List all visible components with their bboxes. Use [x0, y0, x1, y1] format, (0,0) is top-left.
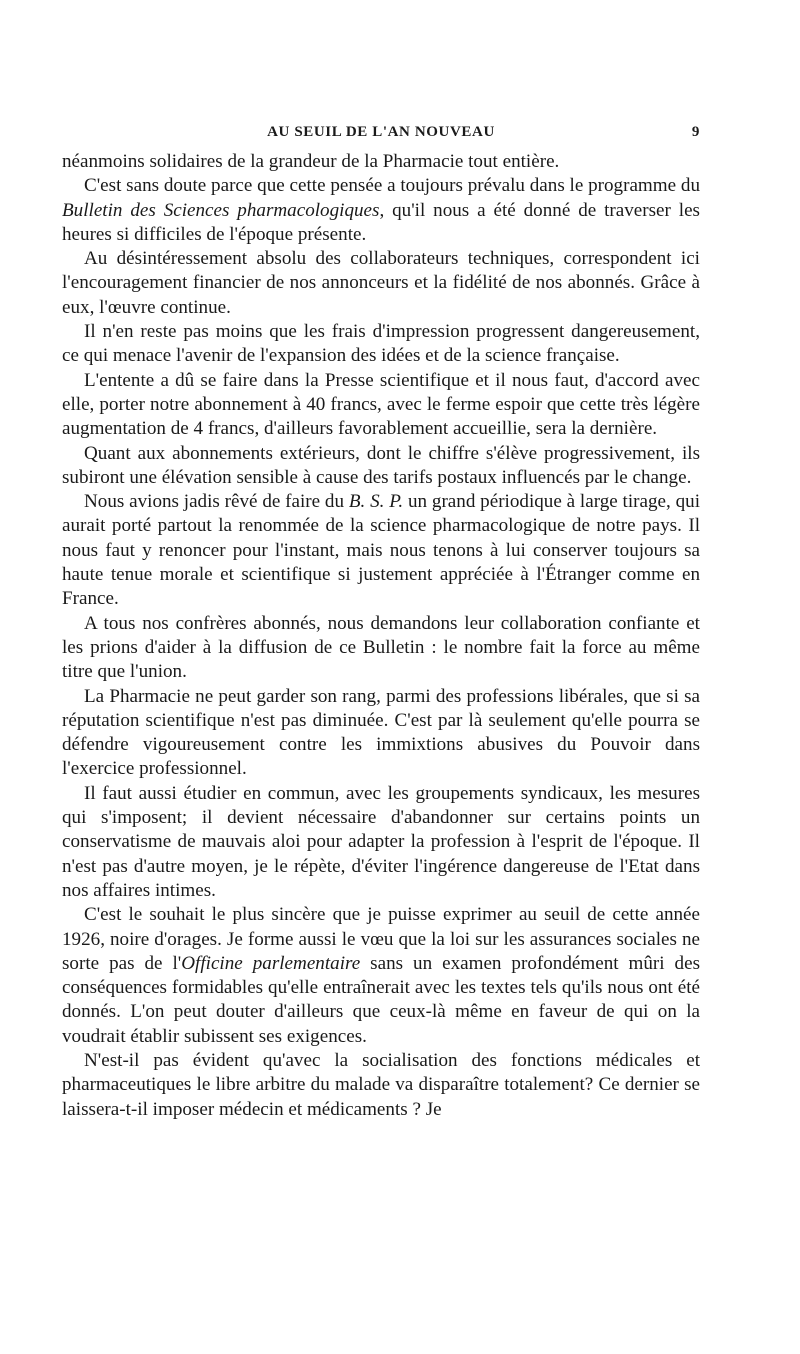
paragraph	[62, 685, 700, 782]
paragraph	[62, 903, 700, 1049]
paragraph-text: L'entente a dû se faire dans la Presse scientifique et il nous faut, d'accord avec elle, porter notre abonnement à 40 francs, avec le ferme espoir que cette très légère augmentation de 4 francs, d'ailleurs favorablement accueillie, sera la dernière.	[62, 369, 700, 440]
paragraph	[62, 782, 700, 903]
paragraph-text: néanmoins solidaires de la grandeur de la Pharmacie tout entière.	[62, 151, 560, 172]
paragraph-text: A tous nos confrères abonnés, nous demandons leur collaboration confiante et les prions d'aider à la diffusion de ce Bulletin : le nombre fait la force au même titre que l'union.	[62, 612, 700, 683]
paragraph-text: Il faut aussi étudier en commun, avec les groupements syndicaux, les mesures qui s'imposent; il devient nécessaire d'abandonner sur certains points un conservatisme de mauvais aloi pour adapter la profession à l'esprit de l'époque. Il n'est pas d'autre moyen, je le répète, d'éviter l'ingérence dangereuse de l'Etat dans nos affaires intimes.	[62, 782, 700, 901]
paragraph	[62, 490, 700, 611]
page-content	[62, 120, 700, 1122]
paragraph-text: Nous avions jadis rêvé de faire du	[84, 491, 349, 513]
paragraph	[62, 1049, 700, 1122]
paragraph-text: Quant aux abonnements extérieurs, dont le chiffre s'élève progressivement, ils subiront une élévation sensible à cause des tarifs postaux influencés par le change.	[62, 442, 700, 488]
italic-text: Officine parlementaire	[181, 952, 361, 974]
paragraph	[62, 150, 700, 174]
paragraph-text: Au désintéressement absolu des collaborateurs techniques, correspondent ici l'encouragement financier de nos annonceurs et la fidélité de nos abonnés. Grâce à eux, l'œuvre continue.	[62, 248, 700, 318]
paragraph	[62, 174, 700, 247]
paragraph	[62, 369, 700, 442]
running-header	[62, 120, 700, 150]
page-number: 9	[691, 124, 700, 140]
paragraph-text: C'est sans doute parce que cette pensée a toujours prévalu dans le programme du	[84, 175, 700, 197]
paragraph-text: C'est le souhait le plus sincère que je puisse exprimer au seuil de cette année 1926, noire d'orages. Je forme aussi le vœu que la loi sur les assurances sociales ne sorte pas de l'	[62, 904, 700, 974]
paragraph-text: N'est-il pas évident qu'avec la socialisation des fonctions médicales et pharmaceutiques le libre arbitre du malade va disparaître totalement? Ce dernier se laissera-t-il imposer médecin et médicaments ? Je	[62, 1049, 700, 1120]
paragraph-text: un grand périodique à large tirage, qui aurait porté partout la renommée de la science pharmacologique de notre pays. Il nous faut y renoncer pour l'instant, mais nous tenons à lui conserver toujours sa haute tenue morale et scientifique si justement appréciée à l'Étranger comme en France.	[62, 491, 700, 610]
paragraph	[62, 320, 700, 369]
paragraph	[62, 247, 700, 320]
italic-text: B. S. P.	[348, 491, 404, 513]
paragraph-text: sans un examen profondément mûri des conséquences formidables qu'elle entraînerait avec les textes tels qu'ils nous ont été donnés. L'on peut douter d'ailleurs que ceux-là même en faveur de qui on la voudrait établir subissent ses exigences.	[62, 952, 700, 1047]
paragraph	[62, 612, 700, 685]
italic-text: Bulletin des Sciences pharmacologiques	[62, 199, 380, 221]
running-title: AU SEUIL DE L'AN NOUVEAU	[267, 124, 495, 140]
paragraph-text: Il n'en reste pas moins que les frais d'impression progressent dangereusement, ce qui menace l'avenir de l'expansion des idées et de la science française.	[62, 321, 700, 367]
body-text	[62, 150, 700, 1122]
paragraph-text: , qu'il nous a été donné de traverser les heures si difficiles de l'époque présente.	[62, 199, 700, 245]
paragraph	[62, 442, 700, 491]
paragraph-text: La Pharmacie ne peut garder son rang, parmi des professions libérales, que si sa réputation scientifique n'est pas diminuée. C'est par là seulement qu'elle pourra se défendre vigoureusement contre les immixtions abusives du Pouvoir dans l'exercice professionnel.	[62, 685, 700, 780]
